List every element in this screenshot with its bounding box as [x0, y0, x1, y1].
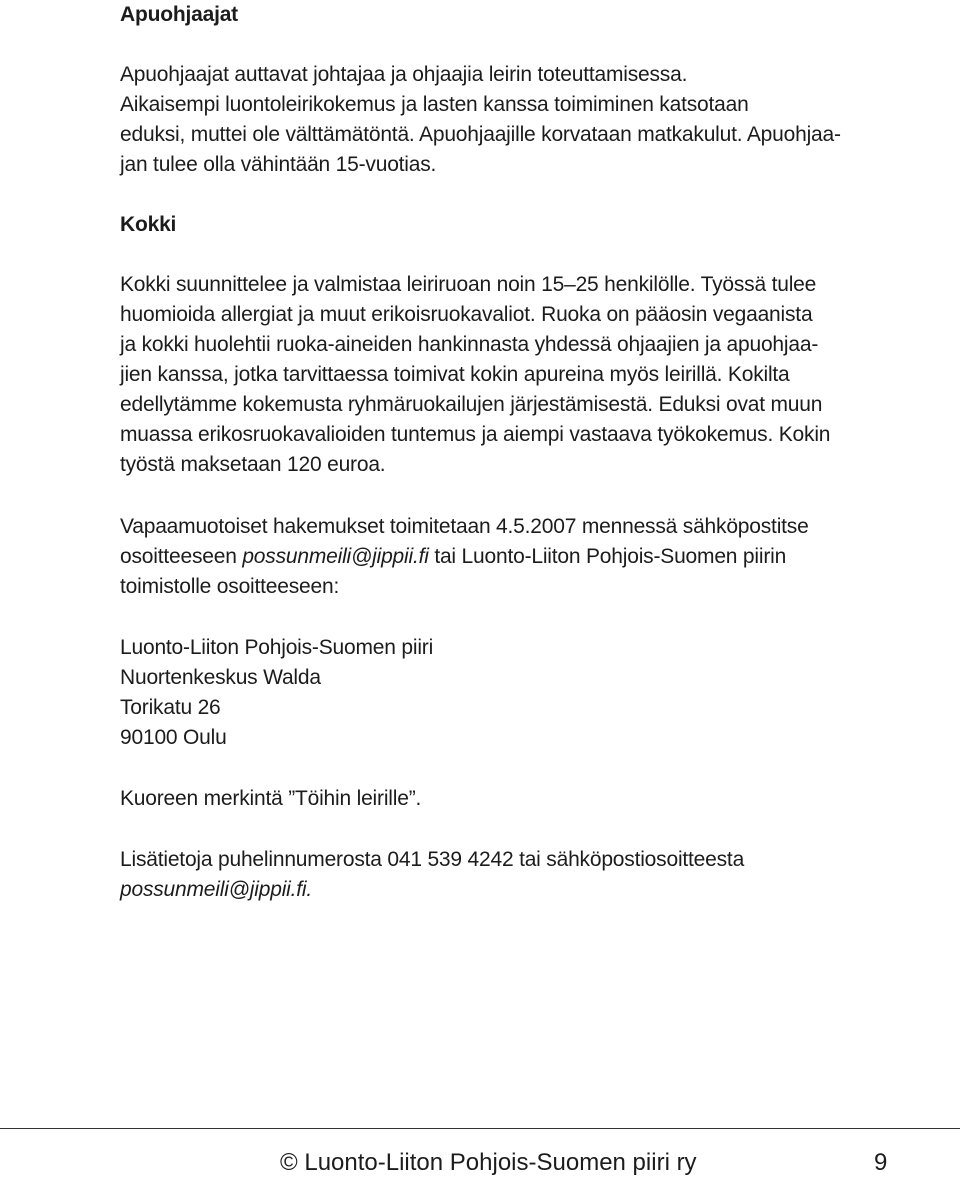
footer-divider [0, 1128, 960, 1129]
paragraph-line: Aikaisempi luontoleirikokemus ja lasten kanssa toimiminen katsotaan [120, 93, 749, 116]
paragraph-line: edellytämme kokemusta ryhmäruokailujen järjestämisestä. Eduksi ovat muun [120, 393, 823, 416]
section-heading-kokki: Kokki [120, 213, 177, 236]
section-heading-apuohjaajat: Apuohjaajat [120, 3, 238, 26]
paragraph-line-with-email [120, 542, 786, 572]
paragraph-line: jien kanssa, jotka tarvittaessa toimivat kokin apureina myös leirillä. Kokilta [120, 363, 790, 386]
paragraph-line: Apuohjaajat auttavat johtajaa ja ohjaajia leirin toteuttamisessa. [120, 63, 688, 86]
paragraph-line: työstä maksetaan 120 euroa. [120, 453, 386, 476]
paragraph-line: huomioida allergiat ja muut erikoisruokavaliot. Ruoka on pääosin vegaanista [120, 303, 813, 326]
address-line: Luonto-Liiton Pohjois-Suomen piiri [120, 636, 434, 659]
email-link[interactable]: possunmeili@jippii.fi [242, 545, 429, 568]
paragraph-line: ja kokki huolehtii ruoka-aineiden hankinnasta yhdessä ohjaajien ja apuohjaa- [120, 333, 819, 356]
paragraph-line: eduksi, muttei ole välttämätöntä. Apuohjaajille korvataan matkakulut. Apuohjaa- [120, 123, 841, 146]
text-span: tai Luonto-Liiton Pohjois-Suomen piirin [428, 545, 787, 568]
address-line: Torikatu 26 [120, 696, 221, 719]
address-line: 90100 Oulu [120, 726, 227, 749]
paragraph-line: muassa erikosruokavalioiden tuntemus ja aiempi vastaava työkokemus. Kokin [120, 423, 831, 446]
paragraph-line: Lisätietoja puhelinnumerosta 041 539 4242 tai sähköpostiosoitteesta [120, 848, 745, 871]
address-line: Nuortenkeskus Walda [120, 666, 321, 689]
envelope-note: Kuoreen merkintä ”Töihin leirille”. [120, 787, 422, 810]
footer-copyright: © Luonto-Liiton Pohjois-Suomen piiri ry [280, 1149, 697, 1176]
paragraph-line: toimistolle osoitteeseen: [120, 575, 340, 598]
paragraph-line: jan tulee olla vähintään 15-vuotias. [120, 153, 437, 176]
email-link[interactable]: possunmeili@jippii.fi. [120, 878, 312, 901]
text-span: osoitteeseen [120, 545, 243, 568]
page-number: 9 [874, 1149, 888, 1176]
paragraph-line: Vapaamuotoiset hakemukset toimitetaan 4.5.2007 mennessä sähköpostitse [120, 515, 809, 538]
paragraph-line: Kokki suunnittelee ja valmistaa leiriruoan noin 15–25 henkilölle. Työssä tulee [120, 273, 817, 296]
